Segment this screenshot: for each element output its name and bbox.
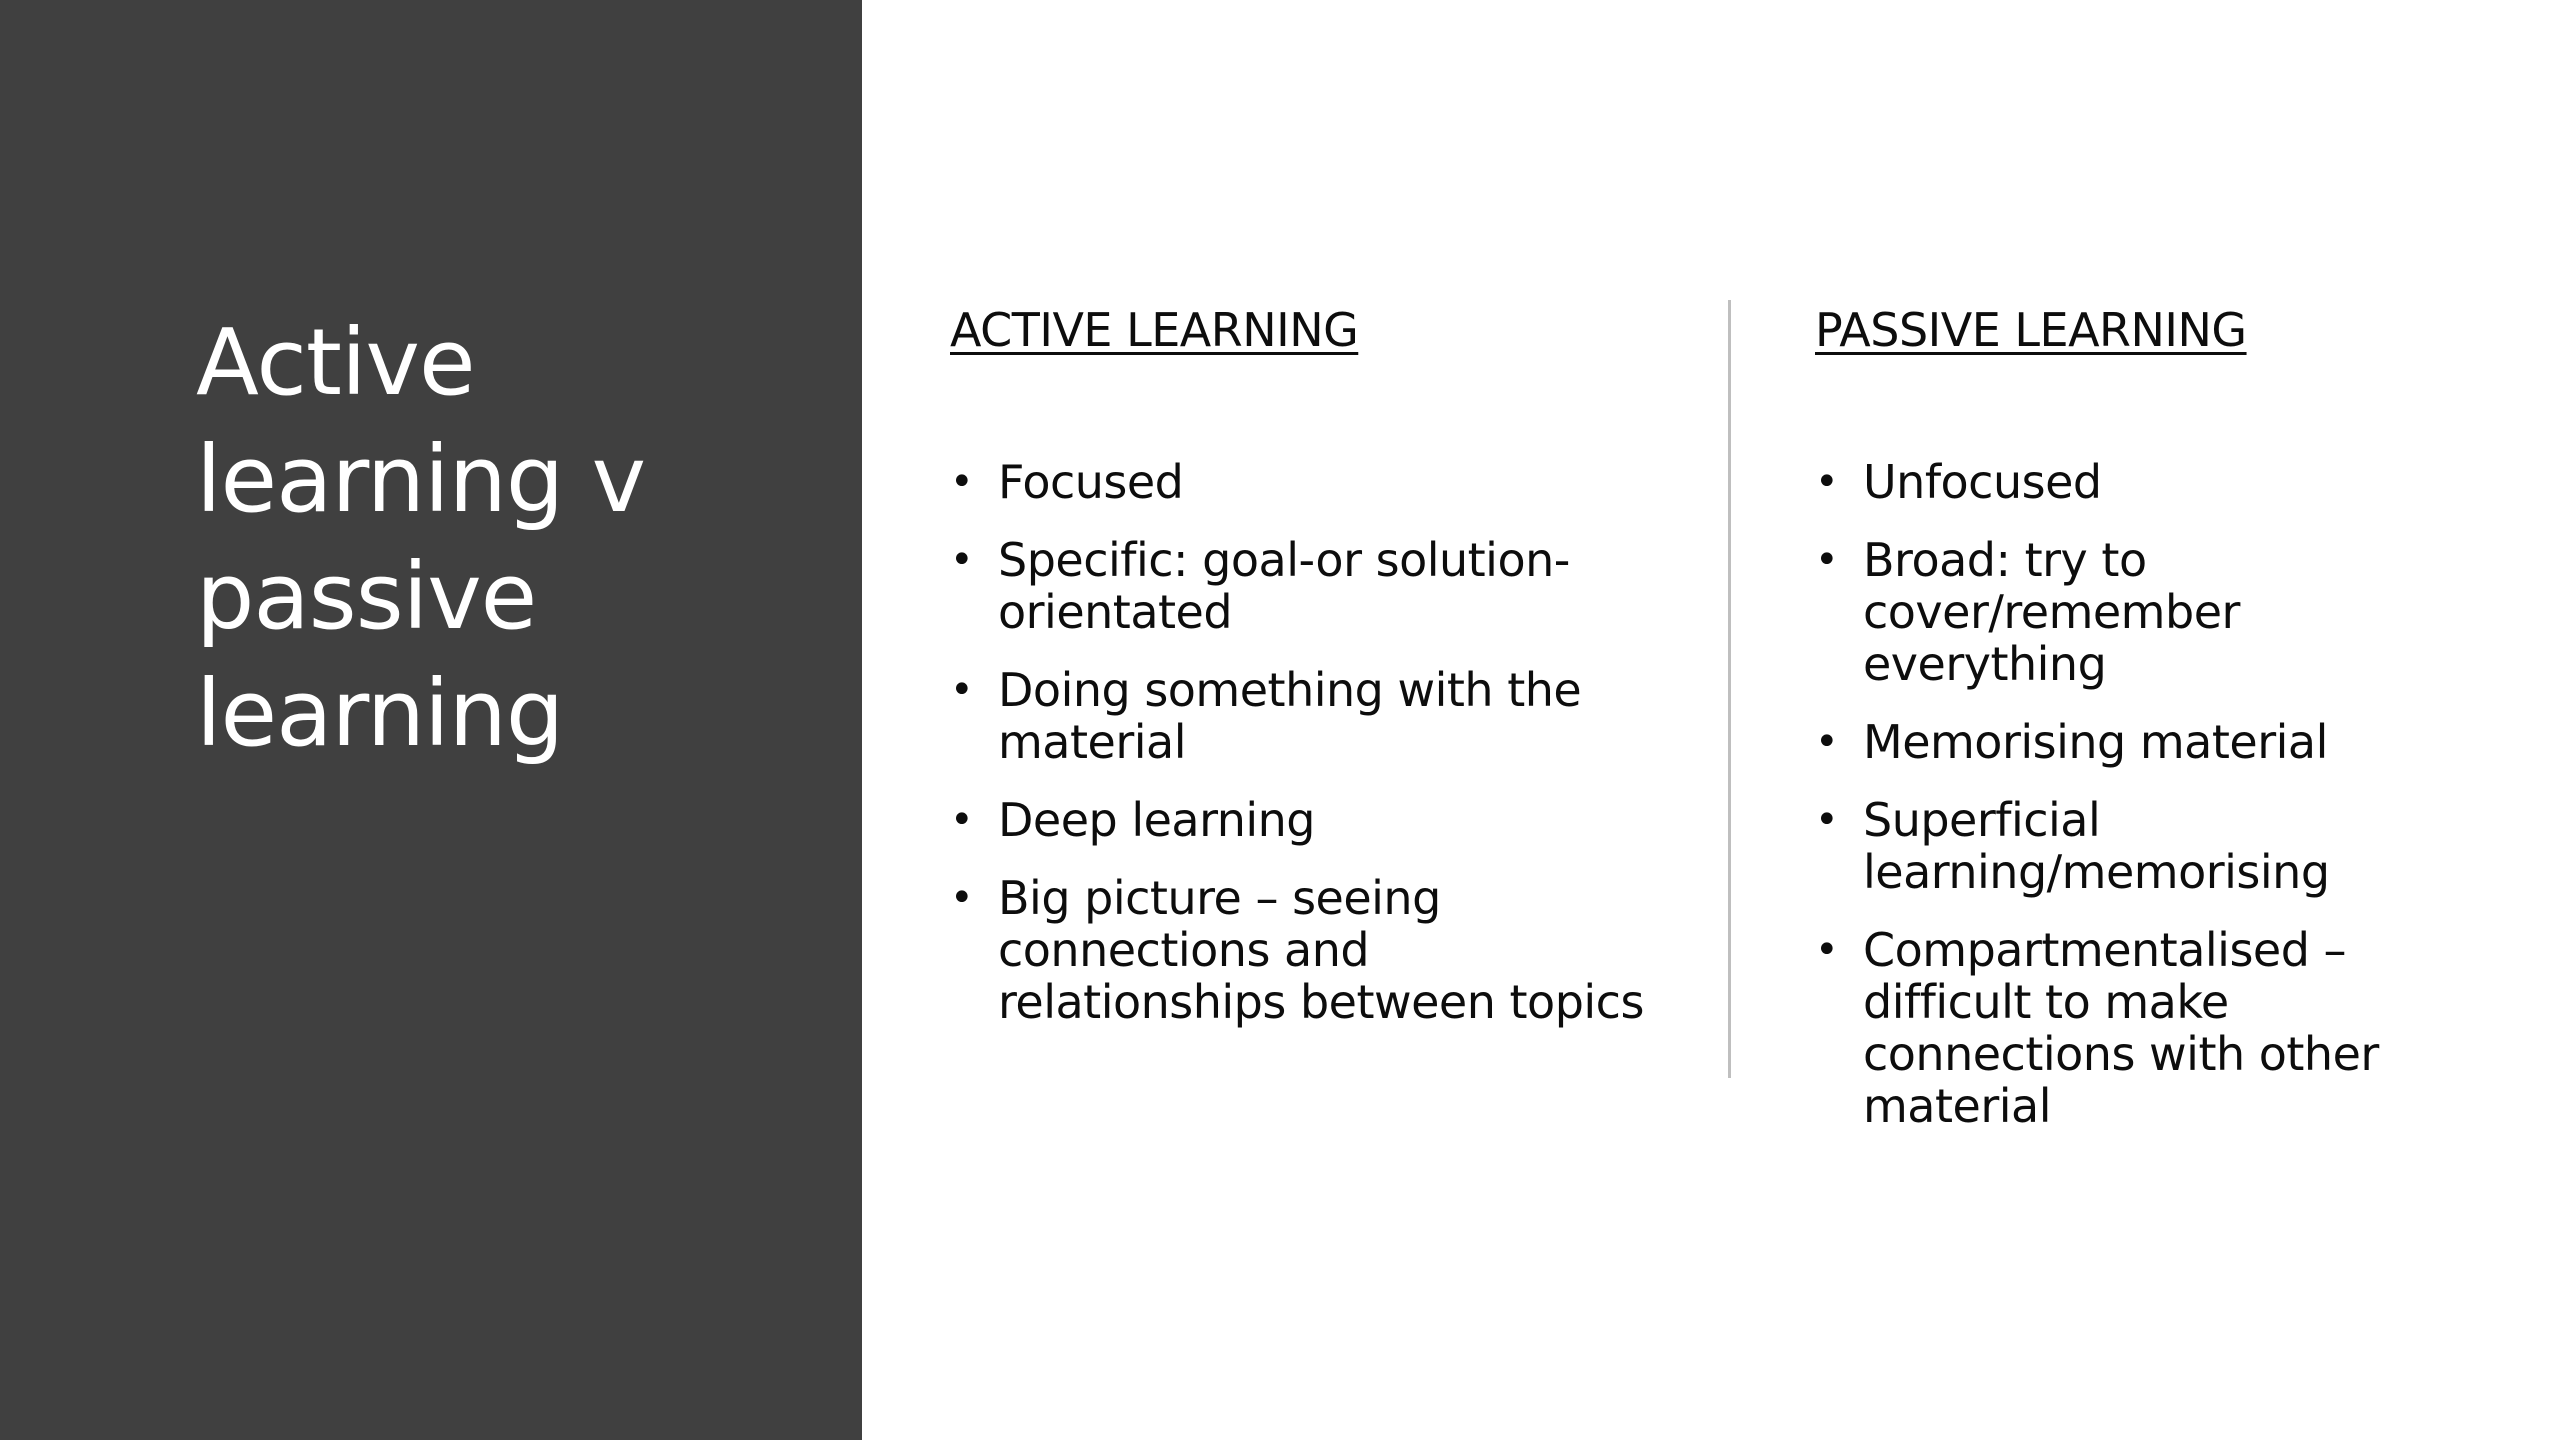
bullet-icon: • xyxy=(950,797,974,843)
column-divider xyxy=(1728,300,1731,1078)
bullet-icon: • xyxy=(950,537,974,583)
list-item xyxy=(950,664,1670,768)
bullet-icon: • xyxy=(1815,927,1839,973)
list-item-text: Broad: try to cover/remember everything xyxy=(1863,533,2240,691)
list-item xyxy=(950,534,1670,638)
passive-learning-column xyxy=(1815,300,2475,1133)
list-item xyxy=(950,872,1670,1028)
list-item-text: Memorising material xyxy=(1863,715,2328,769)
list-item xyxy=(950,456,1670,508)
list-item-text: Big picture – seeing connections and relationships between topics xyxy=(998,871,1644,1029)
list-item xyxy=(1815,794,2435,898)
passive-learning-heading: PASSIVE LEARNING xyxy=(1815,303,2247,357)
bullet-icon: • xyxy=(950,875,974,921)
active-learning-heading: ACTIVE LEARNING xyxy=(950,303,1359,357)
list-item xyxy=(1815,924,2435,1132)
list-item-text: Superficial learning/memorising xyxy=(1863,793,2330,899)
list-item-text: Deep learning xyxy=(998,793,1316,847)
list-item-text: Specific: goal-or solution-orientated xyxy=(998,533,1570,639)
active-learning-list xyxy=(950,456,1670,1054)
list-item-text: Focused xyxy=(998,455,1184,509)
bullet-icon: • xyxy=(950,667,974,713)
active-learning-column xyxy=(950,300,1670,1029)
list-item-text: Compartmentalised – difficult to make connections with other material xyxy=(1863,923,2379,1133)
passive-learning-list xyxy=(1815,456,2435,1158)
list-item-text: Doing something with the material xyxy=(998,663,1582,769)
list-item xyxy=(1815,534,2435,690)
bullet-icon: • xyxy=(1815,537,1839,583)
bullet-icon: • xyxy=(1815,459,1839,505)
list-item xyxy=(1815,716,2435,768)
title-panel xyxy=(0,0,862,1440)
list-item-text: Unfocused xyxy=(1863,455,2102,509)
list-item xyxy=(1815,456,2435,508)
bullet-icon: • xyxy=(1815,797,1839,843)
bullet-icon: • xyxy=(1815,719,1839,765)
bullet-icon: • xyxy=(950,459,974,505)
slide-title: Active learning v passive learning xyxy=(196,309,646,767)
list-item xyxy=(950,794,1670,846)
